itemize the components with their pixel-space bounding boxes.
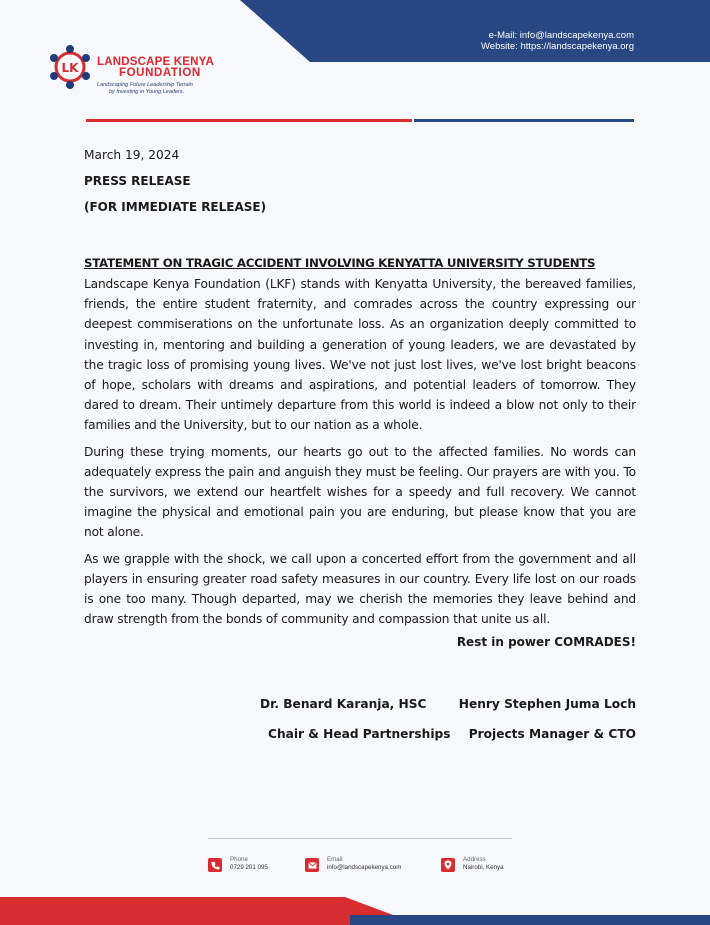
immediate-release-label: (FOR IMMEDIATE RELEASE) [84, 200, 267, 214]
header-contact [481, 30, 634, 52]
email-label: Email [327, 856, 343, 863]
footer-phone [208, 856, 268, 872]
address-value: Nairobi, Kenya [463, 864, 504, 871]
press-release-label: PRESS RELEASE [84, 174, 191, 188]
statement-heading: STATEMENT ON TRAGIC ACCIDENT INVOLVING KENYATTA UNIVERSITY STUDENTS [84, 256, 596, 270]
logo-letters: LK [61, 61, 79, 75]
signatory-2-title: Projects Manager & CTO [468, 727, 636, 741]
tagline-line-1: Landscaping Future Leadership Terrain [97, 82, 193, 88]
phone-value[interactable]: 0729 201 095 [230, 864, 268, 871]
signatory-1-title: Chair & Head Partnerships [268, 727, 451, 741]
location-pin-icon [441, 858, 455, 872]
header-website[interactable]: Website: https://landscapekenya.org [481, 41, 634, 52]
footer-corner-blue [350, 915, 710, 925]
paragraph-1: Landscape Kenya Foundation (LKF) stands with Kenyatta University, the bereaved families, friends, the entire student fraternity, and comrades across the country expressing our deepest commiserations on the unfortunate loss. As an organization deeply committed to investing in, mentoring and building a generation of young leaders, we are devastated by the tragic loss of promising young lives. We've not just lost lives, we've lost bright beacons of hope, scholars with dreams and aspirations, and potential leaders of tomorrow. They dared to dream. Their untimely departure from this world is indeed a blow not only to their families and the University, but to our nation as a whole. [84, 277, 636, 433]
brand-tagline [97, 82, 214, 95]
paragraph-2: During these trying moments, our hearts go out to the affected families. No words can adequately express the pain and anguish they must be feeling. Our prayers are with you. To the survivors, we extend our heartfelt wishes for a speedy and full recovery. We cannot imagine the physical and emotional pain you are enduring, but please know that you are not alone. [84, 444, 636, 540]
header-email[interactable]: e-Mail: info@landscapekenya.com [488, 30, 634, 41]
header-rule-blue [414, 119, 634, 122]
mail-icon [305, 858, 319, 872]
email-value[interactable]: info@landscapekenya.com [327, 864, 402, 871]
footer-email [305, 856, 401, 872]
paragraph-3: As we grapple with the shock, we call upon a concerted effort from the government and all players in ensuring greater road safety measures in our country. Every life lost on our roads is one too many. Though departed, may we cherish the memories they leave behind and draw strength from the bonds of community and compassion that unite us all. [84, 551, 636, 627]
address-label: Address [463, 856, 486, 863]
release-date: March 19, 2024 [84, 148, 180, 162]
footer-address [441, 856, 504, 872]
brand-block [97, 57, 214, 95]
foundation-logo-icon [47, 44, 93, 90]
brand-subname: FOUNDATION [119, 67, 201, 79]
footer-divider [208, 838, 512, 839]
closing-line: Rest in power COMRADES! [456, 635, 636, 650]
brand-name: LANDSCAPE KENYA [97, 56, 214, 68]
tagline-line-2: by Investing in Young Leaders. [109, 88, 185, 95]
press-release-body [84, 147, 636, 650]
header-corner-decoration [240, 0, 710, 62]
phone-icon [208, 858, 222, 872]
phone-label: Phone [230, 856, 248, 863]
signatory-1-name: Dr. Benard Karanja, HSC [260, 697, 427, 711]
header-rule-red [86, 119, 412, 122]
signatory-2-name: Henry Stephen Juma Loch [458, 697, 636, 711]
